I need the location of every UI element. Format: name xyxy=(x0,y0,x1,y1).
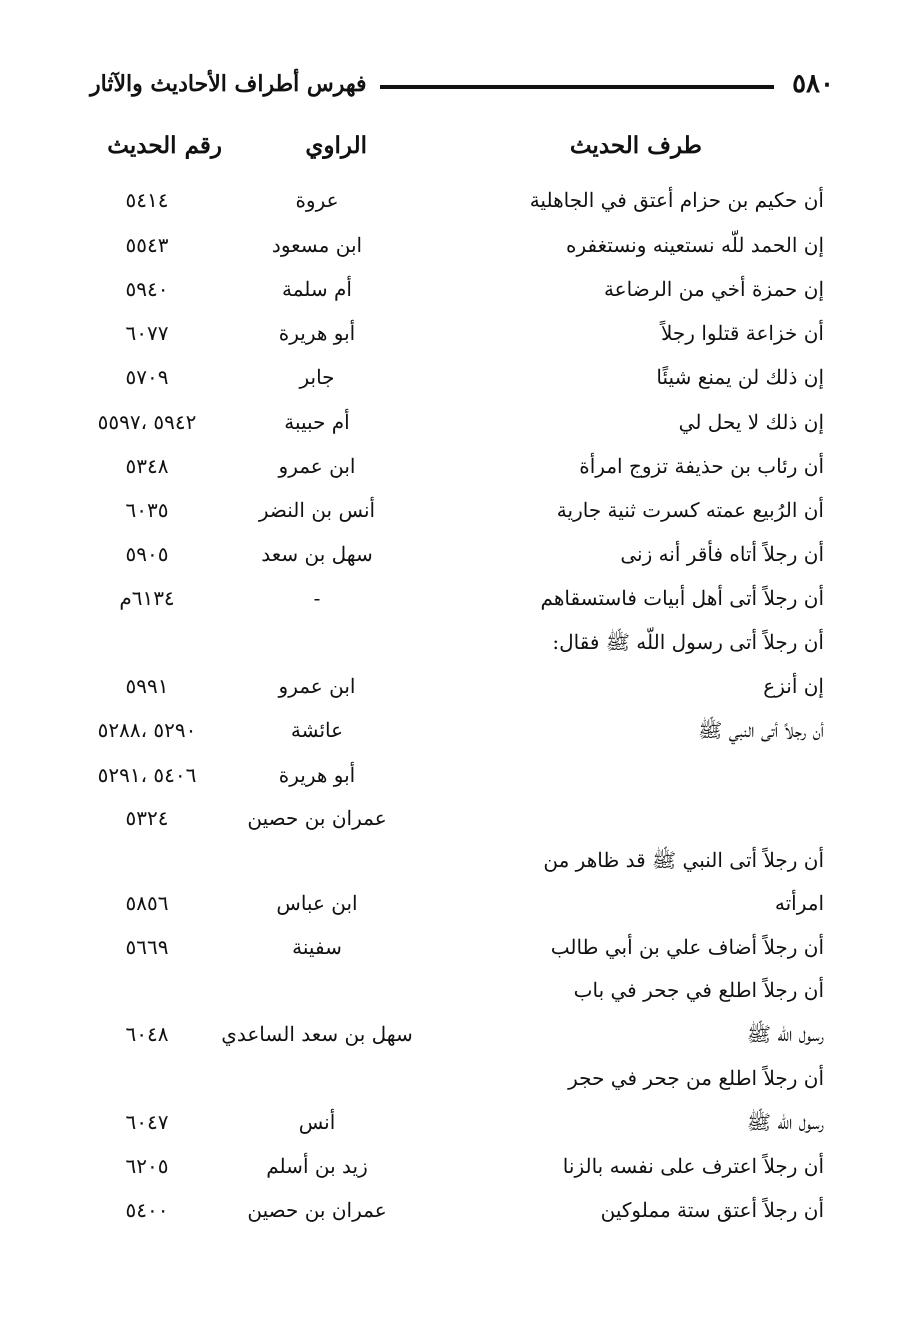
hadith-number: ٥٥٤٣ xyxy=(125,233,169,257)
column-header-number: رقم الحديث xyxy=(107,132,222,159)
narrator: جابر xyxy=(299,365,335,389)
hadith-text: أن خزاعة قتلوا رجلاً xyxy=(661,321,824,345)
narrator: ابن مسعود xyxy=(271,233,363,257)
hadith-text: أن رجلاً أتى أهل أبيات فاستسقاهم xyxy=(540,586,824,610)
hadith-text: أن رجلاً أتاه فأقر أنه زنى xyxy=(620,542,824,566)
hadith-number: ٥٤٠٦ ،٥٢٩١ xyxy=(97,763,197,787)
narrator: سهل بن سعد الساعدي xyxy=(221,1022,413,1046)
narrator: عائشة xyxy=(290,718,344,742)
hadith-text: رسول اللّه ﷺ xyxy=(746,1022,824,1046)
hadith-text: أن رجلاً أضاف علي بن أبي طالب xyxy=(550,935,824,959)
hadith-text: أن رئاب بن حذيفة تزوج امرأة xyxy=(579,454,824,478)
hadith-number: ٥٣٤٨ xyxy=(125,454,169,478)
narrator: - xyxy=(313,586,321,610)
narrator: عمران بن حصين xyxy=(247,1198,387,1222)
hadith-text: أن رجلاً أعتق ستة مملوكين xyxy=(600,1198,824,1222)
hadith-number: ٥٧٠٩ xyxy=(125,365,169,389)
narrator: ابن عباس xyxy=(276,891,358,915)
hadith-text: أن حكيم بن حزام أعتق في الجاهلية xyxy=(529,188,824,212)
hadith-text: أن رجلاً أتى رسول اللّه ﷺ فقال: xyxy=(552,630,824,654)
hadith-text: إن أنزع xyxy=(763,674,824,698)
narrator: سفينة xyxy=(292,935,342,959)
narrator: أم حبيبة xyxy=(284,410,350,434)
hadith-number: ٥٤٠٠ xyxy=(125,1198,169,1222)
hadith-number: ٦٠٤٨ xyxy=(125,1022,169,1046)
hadith-text: إن ذلك لن يمنع شيئًا xyxy=(656,365,824,389)
narrator: عروة xyxy=(295,188,339,212)
column-header-hadith: طرف الحديث xyxy=(569,132,702,159)
narrator: أم سلمة xyxy=(282,277,352,301)
narrator: ابن عمرو xyxy=(278,454,356,478)
hadith-number: ٦١٣٤م xyxy=(119,586,175,610)
hadith-text: أن رجلاً اطلع من جحر في حجر xyxy=(568,1066,824,1090)
running-header xyxy=(90,64,834,104)
narrator: سهل بن سعد xyxy=(261,542,373,566)
hadith-text: إن الحمد للّه نستعينه ونستغفره xyxy=(566,233,824,257)
hadith-number: ٥٢٩٠ ،٥٢٨٨ xyxy=(97,718,197,742)
hadith-text: امرأته xyxy=(774,891,824,915)
narrator: أبو هريرة xyxy=(278,321,356,345)
narrator: أنس xyxy=(298,1110,336,1134)
hadith-text: أن الرُبيع عمته كسرت ثنية جارية xyxy=(556,498,824,522)
hadith-text: أن رجلاً اعترف على نفسه بالزنا xyxy=(562,1154,824,1178)
hadith-number: ٦٠٧٧ xyxy=(125,321,169,345)
hadith-text: أن رجلاً أتى النبي ﷺ xyxy=(698,718,824,742)
hadith-number: ٥٩٤٠ xyxy=(125,277,169,301)
hadith-text: إن حمزة أخي من الرضاعة xyxy=(603,277,824,301)
header-rule xyxy=(380,85,774,89)
hadith-number: ٦٢٠٥ xyxy=(125,1154,169,1178)
hadith-text: رسول اللّه ﷺ xyxy=(746,1110,824,1134)
page-number: ٥٨٠ xyxy=(792,69,834,99)
hadith-number: ٥٦٦٩ xyxy=(125,935,169,959)
narrator: زيد بن أسلم xyxy=(266,1154,368,1178)
hadith-text: أن رجلاً اطلع في جحر في باب xyxy=(573,978,824,1002)
hadith-number: ٦٠٣٥ xyxy=(125,498,169,522)
hadith-number: ٥٨٥٦ xyxy=(125,891,169,915)
narrator: أنس بن النضر xyxy=(258,498,376,522)
hadith-number: ٥٩٤٢ ،٥٥٩٧ xyxy=(97,410,197,434)
hadith-number: ٥٣٢٤ xyxy=(125,806,169,830)
hadith-text: إن ذلك لا يحل لي xyxy=(678,410,824,434)
narrator: أبو هريرة xyxy=(278,763,356,787)
narrator: ابن عمرو xyxy=(278,674,356,698)
hadith-number: ٥٩٩١ xyxy=(125,674,169,698)
hadith-number: ٦٠٤٧ xyxy=(125,1110,169,1134)
running-title: فهرس أطراف الأحاديث والآثار xyxy=(90,71,367,97)
column-header-narrator: الراوي xyxy=(305,132,367,159)
narrator: عمران بن حصين xyxy=(247,806,387,830)
hadith-number: ٥٤١٤ xyxy=(125,188,169,212)
hadith-text: أن رجلاً أتى النبي ﷺ قد ظاهر من xyxy=(543,848,824,872)
hadith-number: ٥٩٠٥ xyxy=(125,542,169,566)
